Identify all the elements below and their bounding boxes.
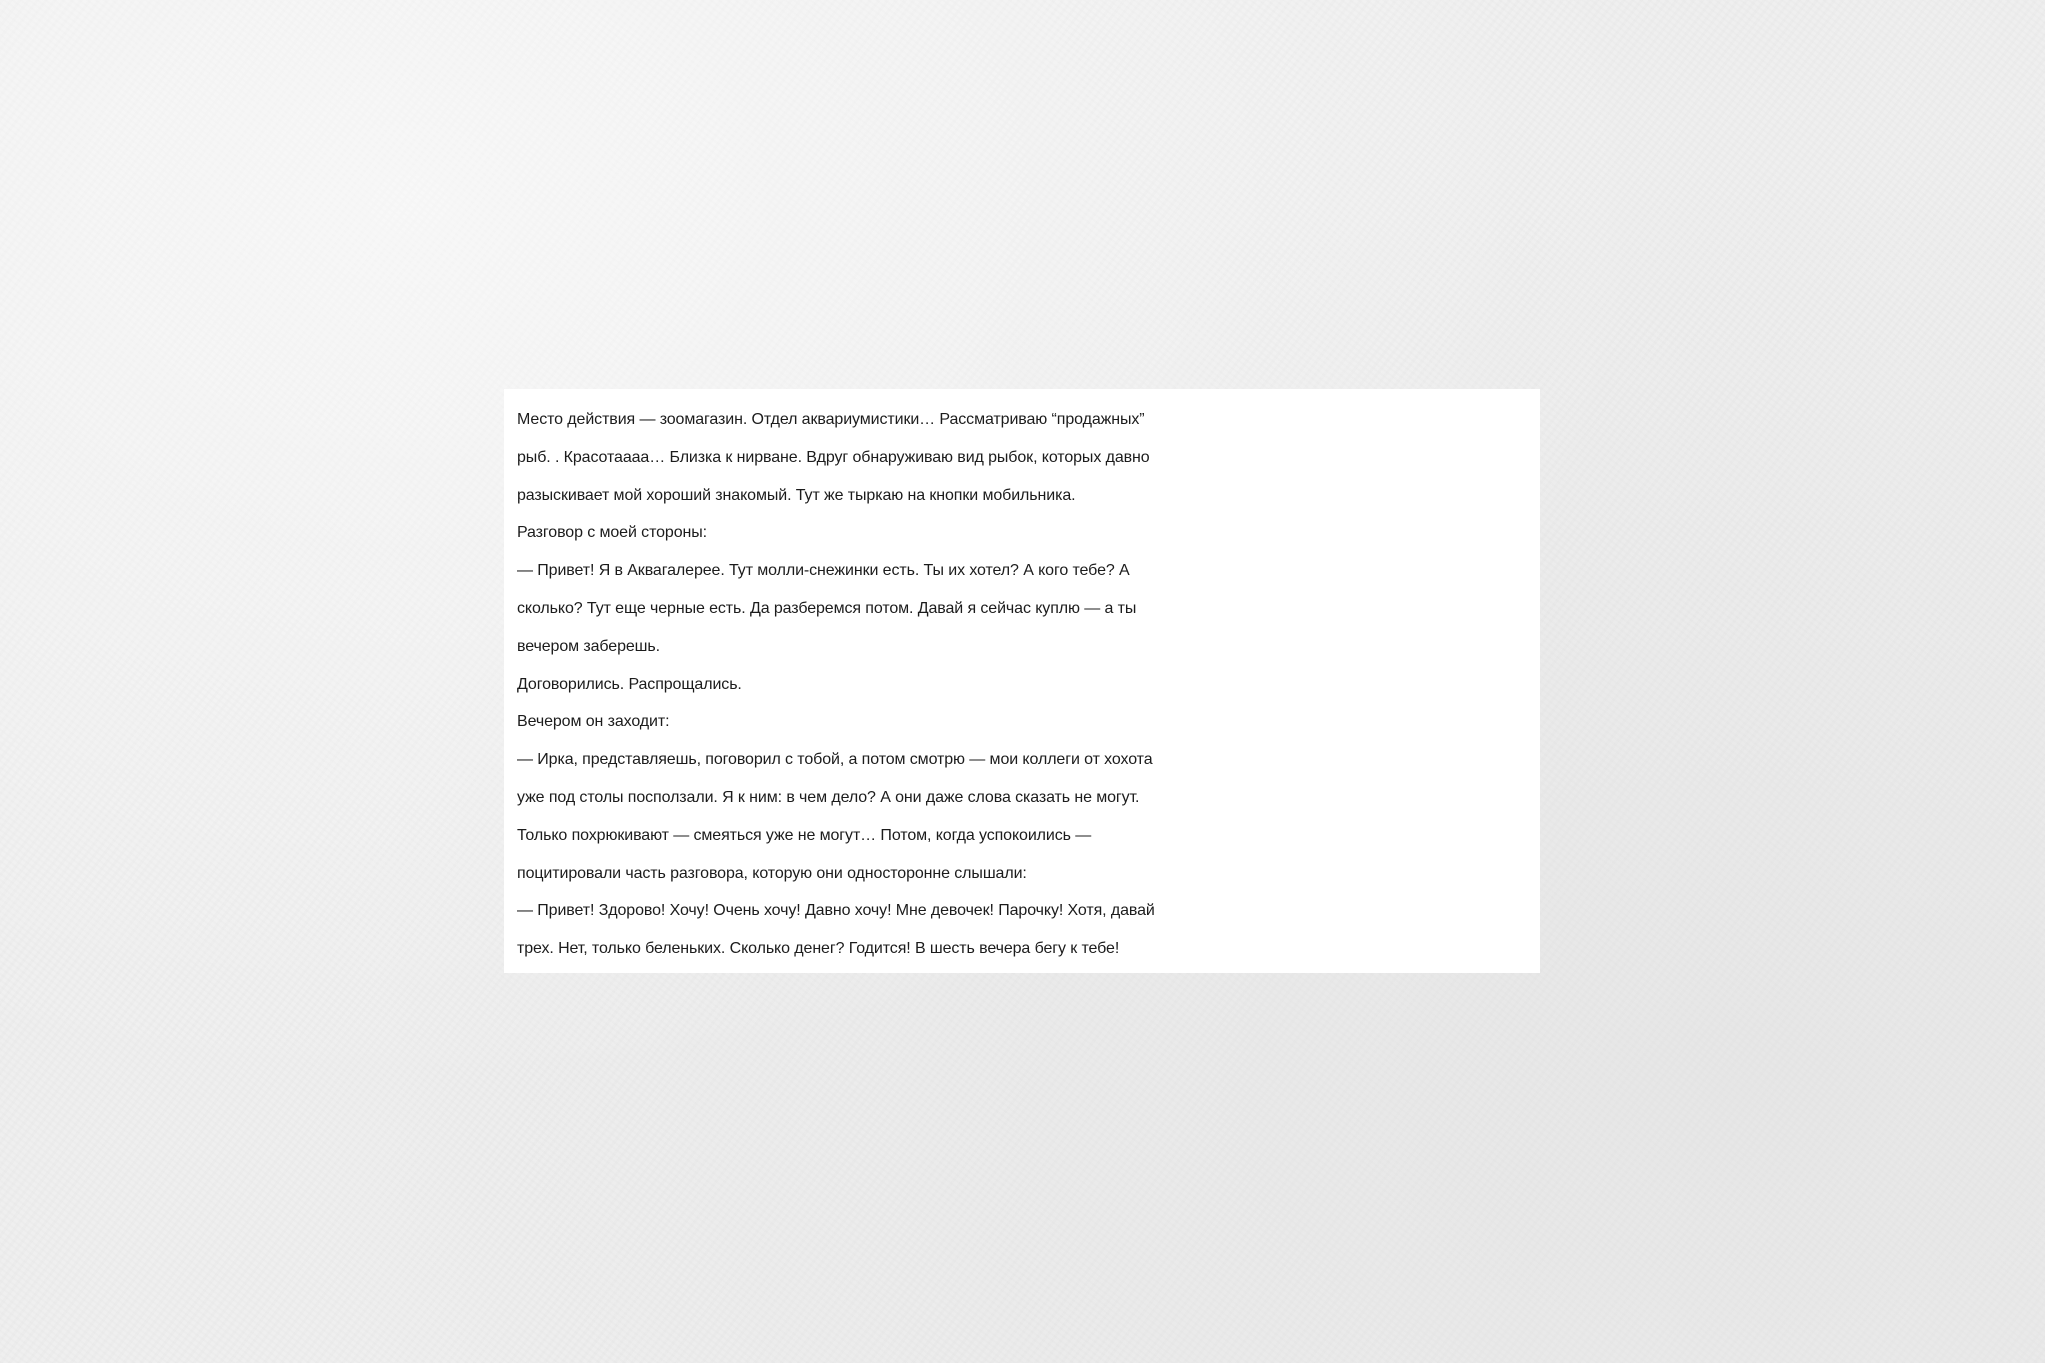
story-text <box>517 401 1540 968</box>
story-line: уже под столы посползали. Я к ним: в чем дело? А они даже слова сказать не могут. <box>517 788 1140 806</box>
story-line: Договорились. Распрощались. <box>517 675 742 693</box>
story-line: — Привет! Я в Аквагалерее. Тут молли-снежинки есть. Ты их хотел? А кого тебе? А <box>517 562 1130 580</box>
story-line: трех. Нет, только беленьких. Сколько денег? Годится! В шесть вечера бегу к тебе! <box>517 940 1120 958</box>
story-line: — Привет! Здорово! Хочу! Очень хочу! Давно хочу! Мне девочек! Парочку! Хотя, давай <box>517 902 1155 920</box>
story-line: разыскивает мой хороший знакомый. Тут же тыркаю на кнопки мобильника. <box>517 486 1076 504</box>
story-line: сколько? Тут еще черные есть. Да разберемся потом. Давай я сейчас куплю — а ты <box>517 599 1137 617</box>
story-line: поцитировали часть разговора, которую они односторонне слышали: <box>517 864 1027 882</box>
story-line: вечером заберешь. <box>517 637 660 655</box>
story-card <box>504 389 1540 973</box>
story-line: рыб. . Красотаааа… Близка к нирване. Вдруг обнаруживаю вид рыбок, которых давно <box>517 448 1150 466</box>
story-line: Только похрюкивают — смеяться уже не могут… Потом, когда успокоились — <box>517 826 1092 844</box>
story-line: Место действия — зоомагазин. Отдел аквариумистики… Рассматриваю “продажных” <box>517 411 1145 428</box>
story-line: Разговор с моей стороны: <box>517 524 707 542</box>
story-line: Вечером он заходит: <box>517 713 670 731</box>
story-line: — Ирка, представляешь, поговорил с тобой, а потом смотрю — мои коллеги от хохота <box>517 751 1153 769</box>
